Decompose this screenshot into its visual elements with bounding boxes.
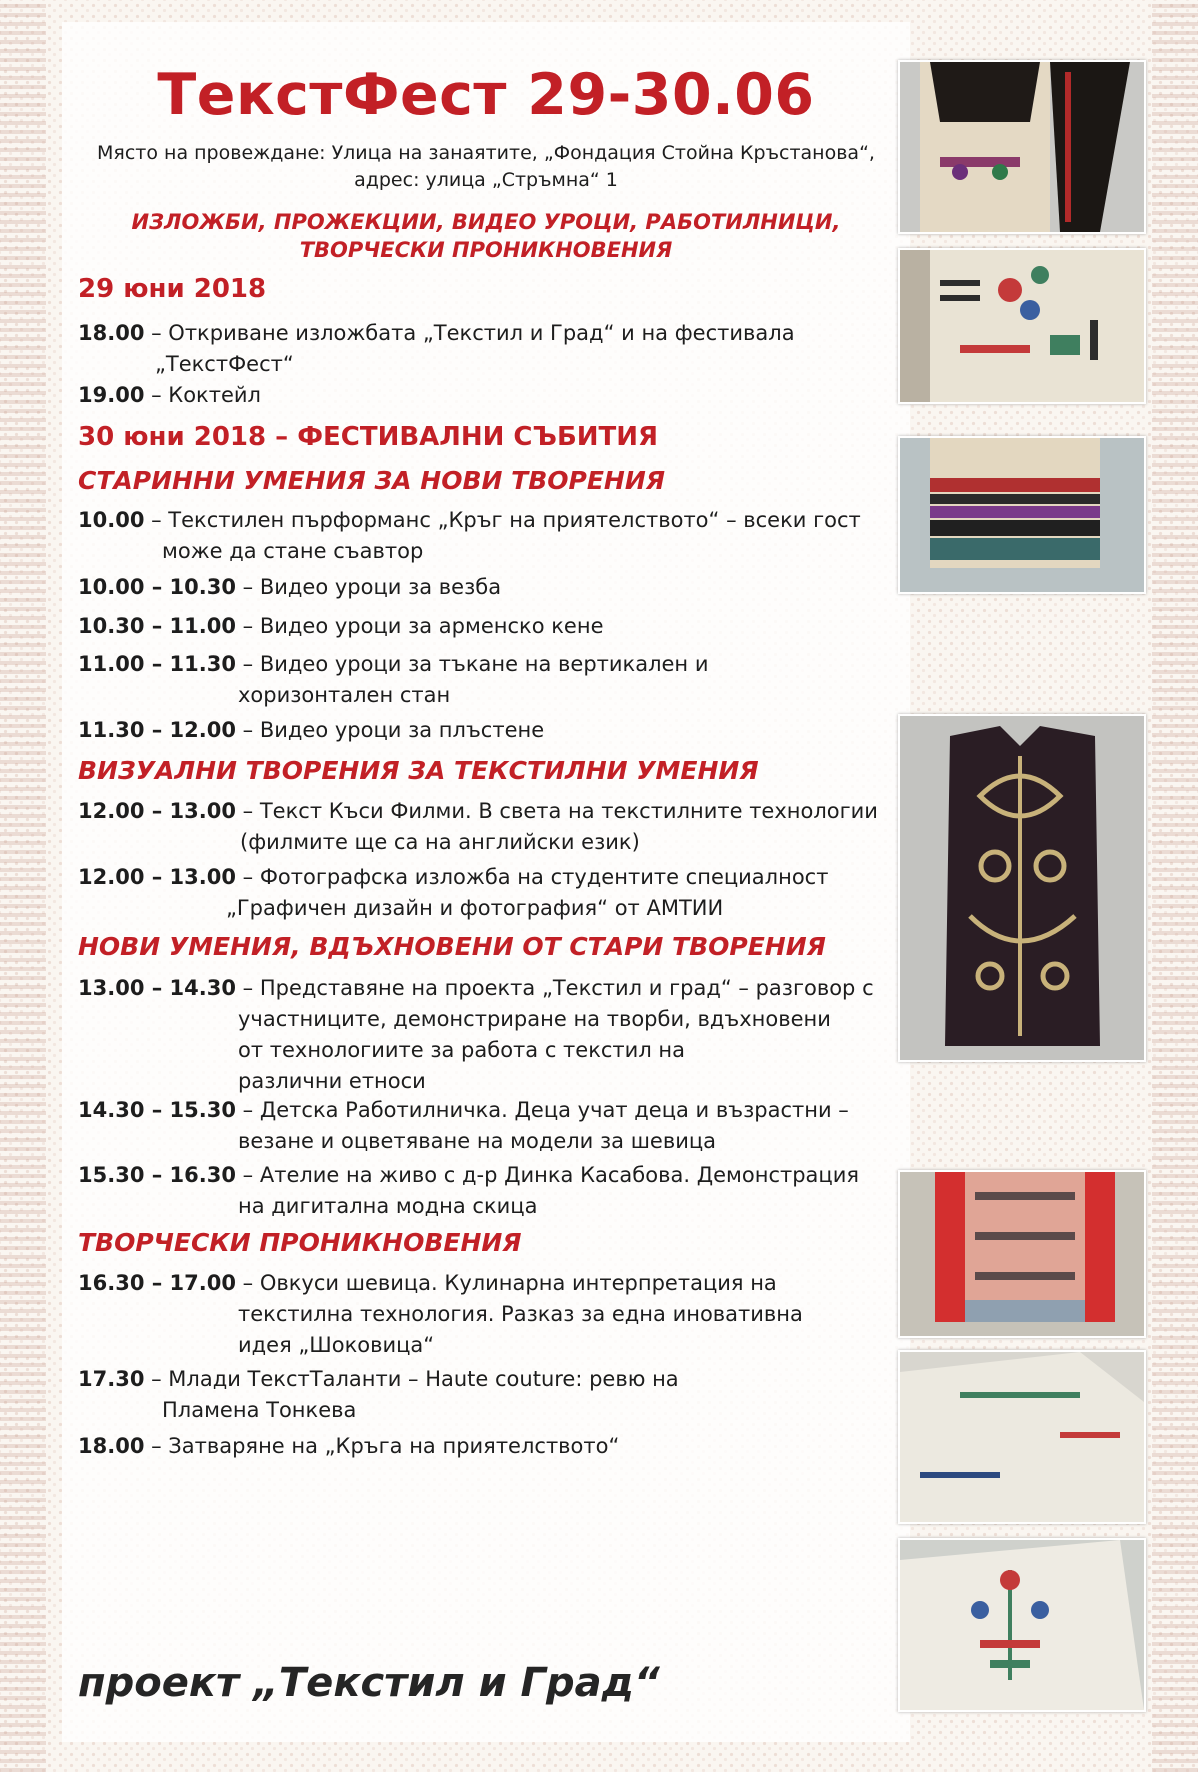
program-panel — [62, 22, 910, 1742]
event-time: 19.00 — [78, 383, 145, 407]
event-row — [78, 1095, 849, 1157]
event-time: 18.00 — [78, 1434, 145, 1458]
event-separator: – — [235, 652, 260, 676]
woven-panel-photo — [898, 1170, 1146, 1338]
event-text-continued: участниците, демонстриране на творби, вдъхновени — [238, 1007, 831, 1031]
event-row — [78, 1160, 859, 1222]
event-text: Текстилен пърформанс „Кръг на приятелството“ – всеки гост — [168, 508, 861, 532]
event-time: 11.00 – 11.30 — [78, 652, 236, 676]
event-text: Видео уроци за везба — [259, 575, 502, 599]
event-row — [78, 505, 861, 567]
event-text-continued: Пламена Тонкева — [162, 1398, 357, 1422]
event-time: 13.00 – 14.30 — [78, 976, 236, 1000]
event-separator: – — [235, 1271, 260, 1295]
event-text: Коктейл — [168, 383, 261, 407]
section-heading: НОВИ УМЕНИЯ, ВДЪХНОВЕНИ ОТ СТАРИ ТВОРЕНИЯ — [78, 932, 826, 961]
event-text: Откриване изложбата „Текстил и Град“ и на фестивала — [168, 321, 795, 345]
embroidered-sleeve-photo — [898, 436, 1146, 594]
event-text: Овкуси шевица. Кулинарна интерпретация на — [259, 1271, 777, 1295]
event-time: 10.30 – 11.00 — [78, 614, 236, 638]
embroidered-cloth-photo — [898, 248, 1146, 404]
event-row — [78, 649, 708, 711]
event-text: Представяне на проекта „Текстил и град“ – разговор с — [259, 976, 874, 1000]
event-time: 11.30 – 12.00 — [78, 718, 236, 742]
section-heading: ТВОРЧЕСКИ ПРОНИКНОВЕНИЯ — [78, 1228, 522, 1257]
event-separator: – — [144, 383, 169, 407]
event-text-continued: идея „Шоковица“ — [238, 1333, 435, 1357]
event-text: Затваряне на „Кръга на приятелството“ — [168, 1434, 620, 1458]
event-text: Детска Работилничка. Деца учат деца и възрастни – — [259, 1098, 849, 1122]
subtitle-line: ТВОРЧЕСКИ ПРОНИКНОВЕНИЯ — [299, 238, 673, 262]
address-line: адрес: улица „Стръмна“ 1 — [354, 169, 618, 191]
day2-heading: 30 юни 2018 – ФЕСТИВАЛНИ СЪБИТИЯ — [78, 422, 659, 452]
event-text-continued: може да стане съавтор — [162, 539, 424, 563]
event-time: 17.30 — [78, 1367, 145, 1391]
pattern-border-right — [1152, 0, 1198, 1772]
project-footer: проект „Текстил и Град“ — [78, 1660, 660, 1706]
event-row — [78, 796, 878, 858]
event-text: Фотографска изложба на студентите специалност — [259, 865, 829, 889]
event-separator: – — [235, 799, 260, 823]
event-separator: – — [235, 614, 260, 638]
event-time: 18.00 — [78, 321, 145, 345]
event-time: 10.00 – 10.30 — [78, 575, 236, 599]
event-row — [78, 715, 544, 746]
event-separator: – — [235, 718, 260, 742]
event-row — [78, 380, 261, 411]
venue-line: Място на провеждане: Улица на занаятите, „Фондация Стойна Кръстанова“, — [97, 142, 875, 164]
event-row — [78, 862, 828, 924]
event-text-continued: (филмите ще са на английски език) — [240, 830, 640, 854]
embroidered-garment-photo — [898, 60, 1146, 234]
event-separator: – — [144, 508, 169, 532]
subtitle-line: ИЗЛОЖБИ, ПРОЖЕКЦИИ, ВИДЕО УРОЦИ, РАБОТИЛНИЦИ, — [131, 210, 841, 234]
velvet-vest-photo — [898, 714, 1146, 1062]
event-text-continued: „Графичен дизайн и фотография“ от АМТИИ — [226, 896, 724, 920]
section-heading: СТАРИННИ УМЕНИЯ ЗА НОВИ ТВОРЕНИЯ — [78, 466, 666, 495]
event-separator: – — [235, 575, 260, 599]
event-text-continued: на дигитална модна скица — [238, 1194, 538, 1218]
subtitle — [62, 208, 910, 264]
event-text: Видео уроци за тъкане на вертикален и — [259, 652, 709, 676]
event-text-continued: текстилна технология. Разказ за една иновативна — [238, 1302, 803, 1326]
event-time: 12.00 – 13.00 — [78, 799, 236, 823]
event-text: Млади ТекстТаланти – Haute couture: ревю на — [168, 1367, 679, 1391]
event-separator: – — [144, 321, 169, 345]
event-time: 14.30 – 15.30 — [78, 1098, 236, 1122]
embroidered-napkin-photo — [898, 1538, 1146, 1712]
event-row — [78, 611, 604, 642]
venue-info — [62, 140, 910, 194]
event-text-continued: „ТекстФест“ — [155, 352, 294, 376]
event-time: 16.30 – 17.00 — [78, 1271, 236, 1295]
event-separator: – — [144, 1367, 169, 1391]
event-row — [78, 1431, 619, 1462]
event-text-continued: хоризонтален стан — [238, 683, 451, 707]
event-text-continued: различни етноси — [238, 1069, 426, 1093]
day1-heading: 29 юни 2018 — [78, 274, 267, 304]
event-text: Ателие на живо с д-р Динка Касабова. Демонстрация — [259, 1163, 859, 1187]
event-separator: – — [235, 976, 260, 1000]
event-row — [78, 1364, 679, 1426]
event-row — [78, 318, 795, 380]
page-title: ТекстФест 29-30.06 — [157, 62, 815, 128]
event-separator: – — [235, 1098, 260, 1122]
embroidered-linen-photo — [898, 1350, 1146, 1524]
event-text-continued: везане и оцветяване на модели за шевица — [238, 1129, 717, 1153]
event-text: Видео уроци за плъстене — [259, 718, 545, 742]
event-text: Текст Къси Филми. В света на текстилните технологии — [259, 799, 878, 823]
pattern-border-left — [0, 0, 46, 1772]
event-row — [78, 572, 501, 603]
event-separator: – — [144, 1434, 169, 1458]
event-time: 15.30 – 16.30 — [78, 1163, 236, 1187]
event-separator: – — [235, 865, 260, 889]
event-text-continued: от технологиите за работа с текстил на — [238, 1038, 686, 1062]
event-row — [78, 1268, 803, 1361]
event-separator: – — [235, 1163, 260, 1187]
event-time: 12.00 – 13.00 — [78, 865, 236, 889]
event-time: 10.00 — [78, 508, 145, 532]
event-text: Видео уроци за арменско кене — [259, 614, 604, 638]
section-heading: ВИЗУАЛНИ ТВОРЕНИЯ ЗА ТЕКСТИЛНИ УМЕНИЯ — [78, 756, 759, 785]
event-row — [78, 973, 874, 1097]
